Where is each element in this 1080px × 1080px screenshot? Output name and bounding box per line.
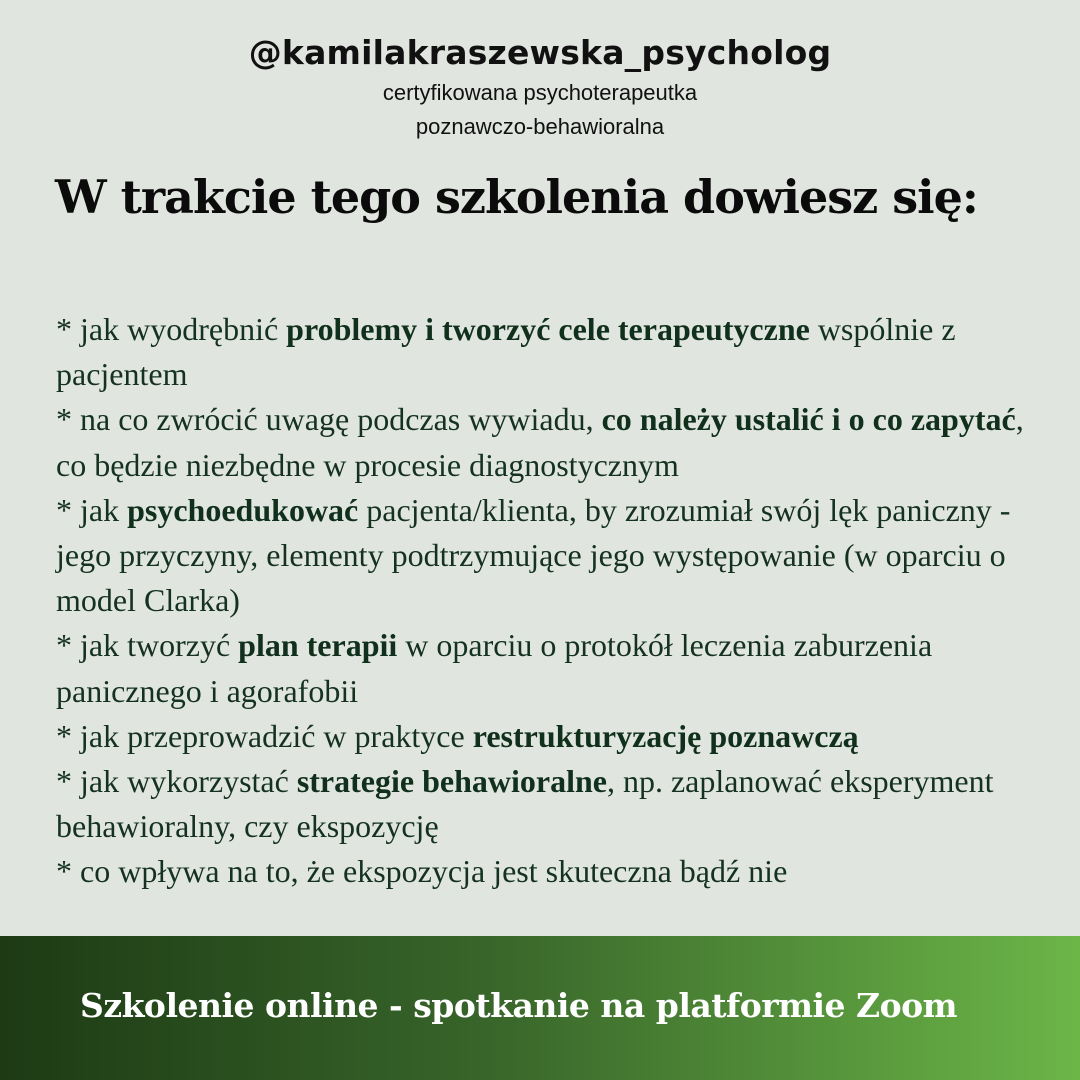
item-highlight: problemy i tworzyć cele terapeutyczne (286, 311, 810, 347)
item-text: pacjenta/klienta, by zrozumiał swój lęk paniczny - jego przyczyny, elementy podtrzymujące jego występowanie (w oparciu o model Clarka) (56, 491, 1011, 619)
item-text: * co wpływa na to, że ekspozycja jest skuteczna bądź nie (56, 853, 788, 890)
list-item (56, 849, 1046, 894)
list-item (56, 397, 1046, 487)
list-item (56, 488, 1046, 624)
item-highlight: strategie behawioralne (296, 763, 607, 800)
training-topics-list (56, 307, 1046, 895)
item-text: w oparciu o protokół leczenia zaburzenia panicznego i agorafobii (56, 627, 933, 709)
footer-text: Szkolenie online - spotkanie na platformie Zoom (80, 986, 958, 1025)
item-text: wspólnie z pacjentem (56, 311, 956, 393)
item-text: * jak wyodrębnić (56, 311, 287, 347)
item-text: * jak wykorzystać (56, 763, 297, 800)
page-title: W trakcie tego szkolenia dowiesz się: (55, 170, 978, 224)
item-highlight: plan terapii (238, 627, 398, 664)
list-item (56, 623, 1046, 713)
subtitle-line-2: poznawczo-behawioralna (415, 114, 665, 139)
footer-banner (0, 936, 1080, 1080)
account-handle: @kamilakraszewska_psycholog (248, 33, 832, 72)
list-item (56, 307, 1046, 397)
list-item (56, 759, 1046, 849)
subtitle-line-1: certyfikowana psychoterapeutka (382, 80, 698, 105)
item-highlight: psychoedukować (127, 491, 359, 528)
item-text: , co będzie niezbędne w procesie diagnostycznym (56, 401, 1024, 483)
item-text: * jak przeprowadzić w praktyce (56, 717, 473, 754)
list-item (56, 714, 1046, 759)
item-text: , np. zaplanować eksperyment behawioralny, czy ekspozycję (56, 763, 994, 845)
item-highlight: restrukturyzację poznawczą (472, 717, 859, 754)
header (0, 30, 1080, 144)
item-text: * na co zwrócić uwagę podczas wywiadu, (56, 401, 602, 438)
item-highlight: co należy ustalić i o co zapytać (601, 401, 1016, 438)
item-text: * jak (56, 491, 128, 528)
item-text: * jak tworzyć (56, 627, 239, 664)
